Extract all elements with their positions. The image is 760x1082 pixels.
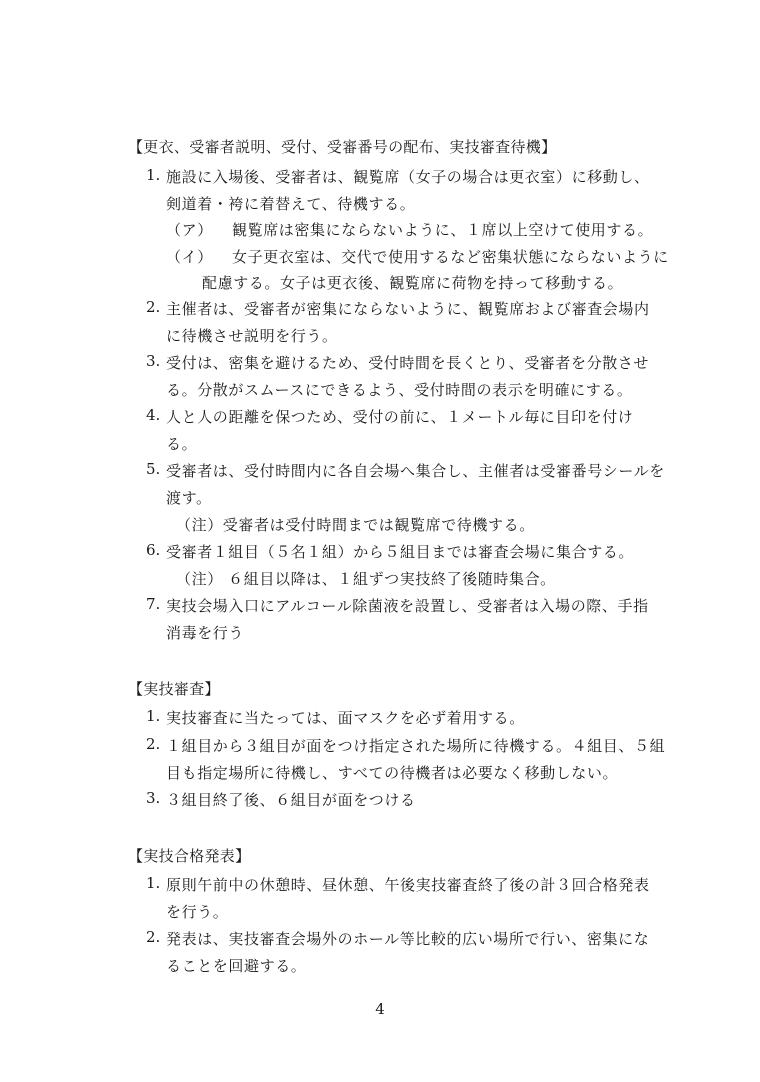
- item-text: 発表は、実技審査会場外のホール等比較的広い場所で行い、密集にな: [166, 930, 650, 948]
- item-number: 5.: [146, 460, 161, 478]
- item-text: 消毒を行う: [166, 624, 245, 642]
- item-text: る。分散がスムースにできるよう、受付時間の表示を明確にする。: [166, 381, 633, 399]
- sub-item-label: （ア）: [166, 221, 213, 239]
- item-number: 1.: [146, 874, 161, 892]
- item-text: １組目から３組目が面をつけ指定された場所に待機する。４組目、５組: [166, 737, 666, 755]
- item-number: 2.: [146, 298, 161, 316]
- item-text: を行う。: [166, 903, 229, 921]
- item-text: 原則午前中の休憩時、昼休憩、午後実技審査終了後の計３回合格発表: [166, 876, 650, 894]
- section-heading-practical-exam: 【実技審査】: [128, 680, 220, 698]
- item-text: 受付は、密集を避けるため、受付時間を長くとり、受審者を分散させ: [166, 354, 650, 372]
- item-number: 2.: [146, 735, 161, 753]
- item-text: 受審者１組目（５名１組）から５組目までは審査会場に集合する。: [166, 543, 635, 561]
- note-text: （注）受審者は受付時間までは観覧席で待機する。: [176, 516, 535, 534]
- item-number: 6.: [146, 541, 161, 559]
- item-number: 3.: [146, 352, 161, 370]
- item-text: ３組目終了後、６組目が面をつける: [166, 791, 416, 809]
- item-text: 剣道着・袴に着替えて、待機する。: [166, 195, 416, 213]
- item-text: 渡す。: [166, 489, 212, 507]
- item-number: 2.: [146, 928, 161, 946]
- item-text: 目も指定場所に待機し、すべての待機者は必要なく移動しない。: [166, 764, 619, 782]
- item-number: 1.: [146, 707, 161, 725]
- item-text: 実技審査に当たっては、面マスクを必ず着用する。: [166, 709, 525, 727]
- item-text: 人と人の距離を保つため、受付の前に、１メートル毎に目印を付け: [166, 408, 634, 426]
- item-text: ることを回避する。: [166, 957, 307, 975]
- item-text: 主催者は、受審者が密集にならないように、観覧席および審査会場内: [166, 300, 650, 318]
- sub-item-text: 女子更衣室は、交代で使用するなど密集状態にならないように: [232, 248, 669, 266]
- item-text: 受審者は、受付時間内に各自会場へ集合し、主催者は受審番号シールを: [166, 462, 665, 480]
- item-number: 4.: [146, 406, 161, 424]
- section-heading-results: 【実技合格発表】: [128, 847, 251, 865]
- section-heading-changing: 【更衣、受審者説明、受付、受審番号の配布、実技審査待機】: [128, 138, 557, 156]
- item-number: 7.: [146, 595, 161, 613]
- item-text: 施設に入場後、受審者は、観覧席（女子の場合は更衣室）に移動し、: [166, 168, 650, 186]
- page-number: 4: [375, 1000, 385, 1018]
- sub-item-text: 配慮する。女子は更衣後、観覧席に荷物を持って移動する。: [202, 274, 624, 292]
- sub-item-text: 観覧席は密集にならないように、１席以上空けて使用する。: [232, 221, 654, 239]
- item-number: 3.: [146, 789, 161, 807]
- sub-item-label: （イ）: [166, 248, 213, 266]
- item-text: に待機させ説明を行う。: [166, 327, 338, 345]
- item-text: 実技会場入口にアルコール除菌液を設置し、受審者は入場の際、手指: [166, 597, 649, 615]
- item-number: 1.: [146, 166, 161, 184]
- item-text: る。: [166, 435, 198, 453]
- note-text: （注） ６組目以降は、１組ずつ実技終了後随時集合。: [176, 570, 556, 588]
